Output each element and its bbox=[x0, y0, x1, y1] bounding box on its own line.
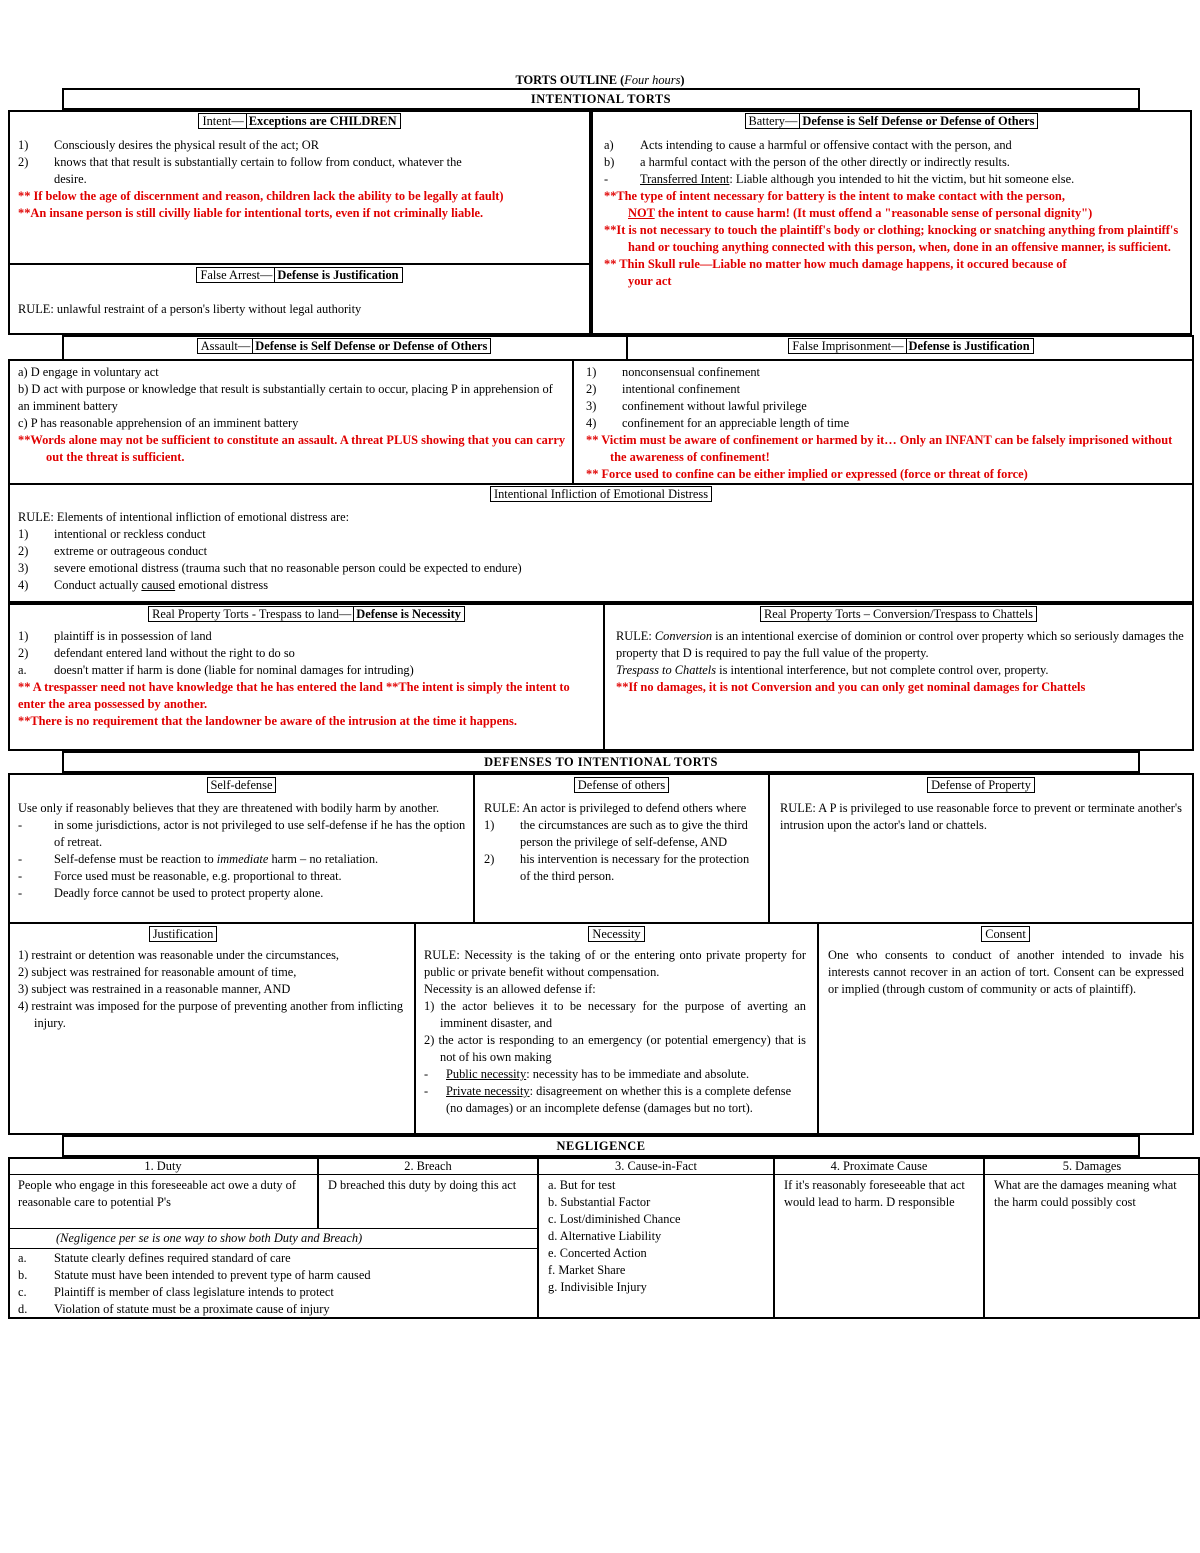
iied-content: RULE: Elements of intentional infliction of emotional distress are: 1) intentional or reckless conduct 2) extreme or outrageous conduct 3) severe emotional distress (trauma such that no reasonable person could be expected to endure) 4) Conduct actually caused emotional distress bbox=[18, 510, 522, 592]
chattels-content: RULE: Conversion is an intentional exercise of dominion or control over property which so seriously damages the property that D is required to pay the full value of the property. Trespass to Chattels is intentional interference, but not complete control over, property. **If no damages, it is not Conversion and you can only get nominal damages for Chattels bbox=[616, 629, 1184, 694]
self-defense-header: Self-defense bbox=[8, 777, 475, 794]
assault-content: a) D engage in voluntary act b) D act with purpose or knowledge that result is substantially certain to occur, placing P in apprehension of an imminent battery c) P has reasonable apprehension of an imminent battery **Words alone may not be sufficient to constitute an assault. A threat PLUS showing that you can carry out the threat is sufficient. bbox=[18, 365, 566, 464]
proximate-cause-text: If it's reasonably foreseeable that act would lead to harm. D responsible bbox=[784, 1178, 965, 1209]
trespass-land-header: Real Property Torts - Trespass to land— Defense is Necessity bbox=[8, 606, 605, 623]
per-se-line bbox=[8, 1248, 538, 1249]
col-breach-header: 2. Breach bbox=[404, 1159, 452, 1173]
divider bbox=[983, 1157, 985, 1319]
col-duty-header: 1. Duty bbox=[144, 1159, 182, 1173]
battery-header: Battery— Defense is Self Defense or Defense of Others bbox=[591, 113, 1192, 130]
intentional-torts-heading: INTENTIONAL TORTS bbox=[530, 92, 672, 106]
page-title: TORTS OUTLINE (Four hours) bbox=[515, 73, 685, 87]
cause-in-fact-list: a. But for test b. Substantial Factor c. Lost/diminished Chance d. Alternative Liability e. Concerted Action f. Market Share g. Indivisible Injury bbox=[548, 1178, 681, 1294]
divider bbox=[773, 1157, 775, 1319]
col-damages-header: 5. Damages bbox=[1062, 1159, 1122, 1173]
defenses-heading: DEFENSES TO INTENTIONAL TORTS bbox=[484, 755, 718, 769]
damages-text: What are the damages meaning what the harm could possibly cost bbox=[994, 1178, 1177, 1209]
justification-content: 1) restraint or detention was reasonable under the circumstances, 2) subject was restrained for reasonable amount of time, 3) subject was restrained in a reasonable manner, AND 4) restraint was imposed for the purpose of preventing another from inflicting injury. bbox=[18, 948, 404, 1030]
defense-others-content: RULE: An actor is privileged to defend others where 1) the circumstances are such as to give the third person the privilege of self-defense, AND 2) his intervention is necessary for the protection of the third person. bbox=[484, 801, 750, 883]
per-se-note: (Negligence per se is one way to show both Duty and Breach) bbox=[56, 1231, 363, 1245]
duty-text: People who engage in this foreseeable act owe a duty of reasonable care to potential P's bbox=[18, 1178, 297, 1209]
justification-header: Justification bbox=[8, 926, 358, 943]
trespass-land-content: 1) plaintiff is in possession of land 2) defendant entered land without the right to do so a. doesn't matter if harm is done (liable for nominal damages for intruding) ** A trespasser need not have knowledge that he has entered the land **The intent is simply the intent to enter the area possessed by another. **There is no requirement that the landowner be aware of the intrusion at the time it happens. bbox=[18, 629, 570, 728]
defense-property-header: Defense of Property bbox=[768, 777, 1194, 794]
defense-property-content: RULE: A P is privileged to use reasonable force to prevent or terminate another's intrusion upon the actor's land or chattels. bbox=[780, 801, 1182, 832]
necessity-header: Necessity bbox=[414, 926, 819, 943]
defense-property-box bbox=[768, 773, 1194, 924]
false-imprisonment-content: 1) nonconsensual confinement 2) intentional confinement 3) confinement without lawful privilege 4) confinement for an appreciable length of time ** Victim must be aware of confinement or harmed by it… Only an INFANT can be falsely imprisoned without the awareness of confinement! ** Force used to confine can be either implied or expressed (force or threat of force) bbox=[586, 365, 1173, 481]
chattels-header: Real Property Torts – Conversion/Trespass to Chattels bbox=[603, 606, 1194, 623]
breach-text: D breached this duty by doing this act bbox=[328, 1178, 517, 1192]
intent-header: Intent— Exceptions are CHILDREN bbox=[8, 113, 591, 130]
iied-header: Intentional Infliction of Emotional Distress bbox=[8, 486, 1194, 503]
col-cause-in-fact-header: 3. Cause-in-Fact bbox=[615, 1159, 697, 1173]
false-imprisonment-header: False Imprisonment— Defense is Justification bbox=[628, 338, 1194, 355]
per-se-list: a. Statute clearly defines required standard of care b. Statute must have been intended to prevent type of harm caused c. Plaintiff is member of class legislature intends to protect d. Violation of statute must be a proximate cause of injury bbox=[18, 1251, 371, 1316]
self-defense-content: Use only if reasonably believes that they are threatened with bodily harm by another. - in some jurisdictions, actor is not privileged to use self-defense if he has the option of retreat. - Self-defense must be reaction to immediate harm – no retaliation. - Force used must be reasonable, e.g. proportional to threat. - Deadly force cannot be used to protect property alone. bbox=[18, 801, 466, 900]
col-proximate-cause-header: 4. Proximate Cause bbox=[830, 1159, 928, 1173]
false-arrest-header: False Arrest— Defense is Justification bbox=[8, 267, 591, 284]
per-se-line bbox=[8, 1228, 538, 1229]
necessity-content: RULE: Necessity is the taking of or the entering onto private property for public or private benefit without compensation. Necessity is an allowed defense if: 1) the actor believes it to be necessary for the purpose of averting an imminent disaster, and 2) the actor is responding to an emergency (or potential emergency) that is not of his own making - Public necessity: necessity has to be immediate and absolute. - Private necessity: disagreement on whether this is a complete defense (no damages) or an incomplete defense (damages but no tort). bbox=[424, 948, 806, 1115]
negligence-heading: NEGLIGENCE bbox=[556, 1139, 646, 1153]
consent-content: One who consents to conduct of another intended to invade his interests cannot recover in an action of tort. Consent can be expressed or implied (through custom of community or acts of plaintiff). bbox=[828, 948, 1184, 996]
battery-content: a) Acts intending to cause a harmful or offensive contact with the person, and b) a harmful contact with the person of the other directly or indirectly results. - Transferred Intent: Liable although you intended to hit the victim, but hit someone else. **The type of intent necessary for battery is the intent to make contact with the person, NOT the intent to cause harm! (It must offend a "reasonable sense of personal dignity") **It is not necessary to touch the plaintiff's body or clothing; knocking or snatching anything from plaintiff's hand or touching anything connected with this person, when, done in an offensive manner, is sufficient. ** Thin Skull rule—Liable no matter how much damage happens, it occured because of your act bbox=[604, 138, 1179, 288]
consent-header: Consent bbox=[817, 926, 1194, 943]
defense-others-header: Defense of others bbox=[473, 777, 770, 794]
divider bbox=[537, 1157, 539, 1319]
intent-content: 1) Consciously desires the physical result of the act; OR 2) knows that that result is substantially certain to follow from conduct, whatever the desire. ** If below the age of discernment and reason, children lack the ability to be legally at fault) **An insane person is still civilly liable for intentional torts, even if not criminally liable. bbox=[18, 138, 504, 220]
assault-header: Assault— Defense is Self Defense or Defense of Others bbox=[62, 338, 626, 355]
false-arrest-rule: RULE: unlawful restraint of a person's liberty without legal authority bbox=[18, 302, 362, 316]
